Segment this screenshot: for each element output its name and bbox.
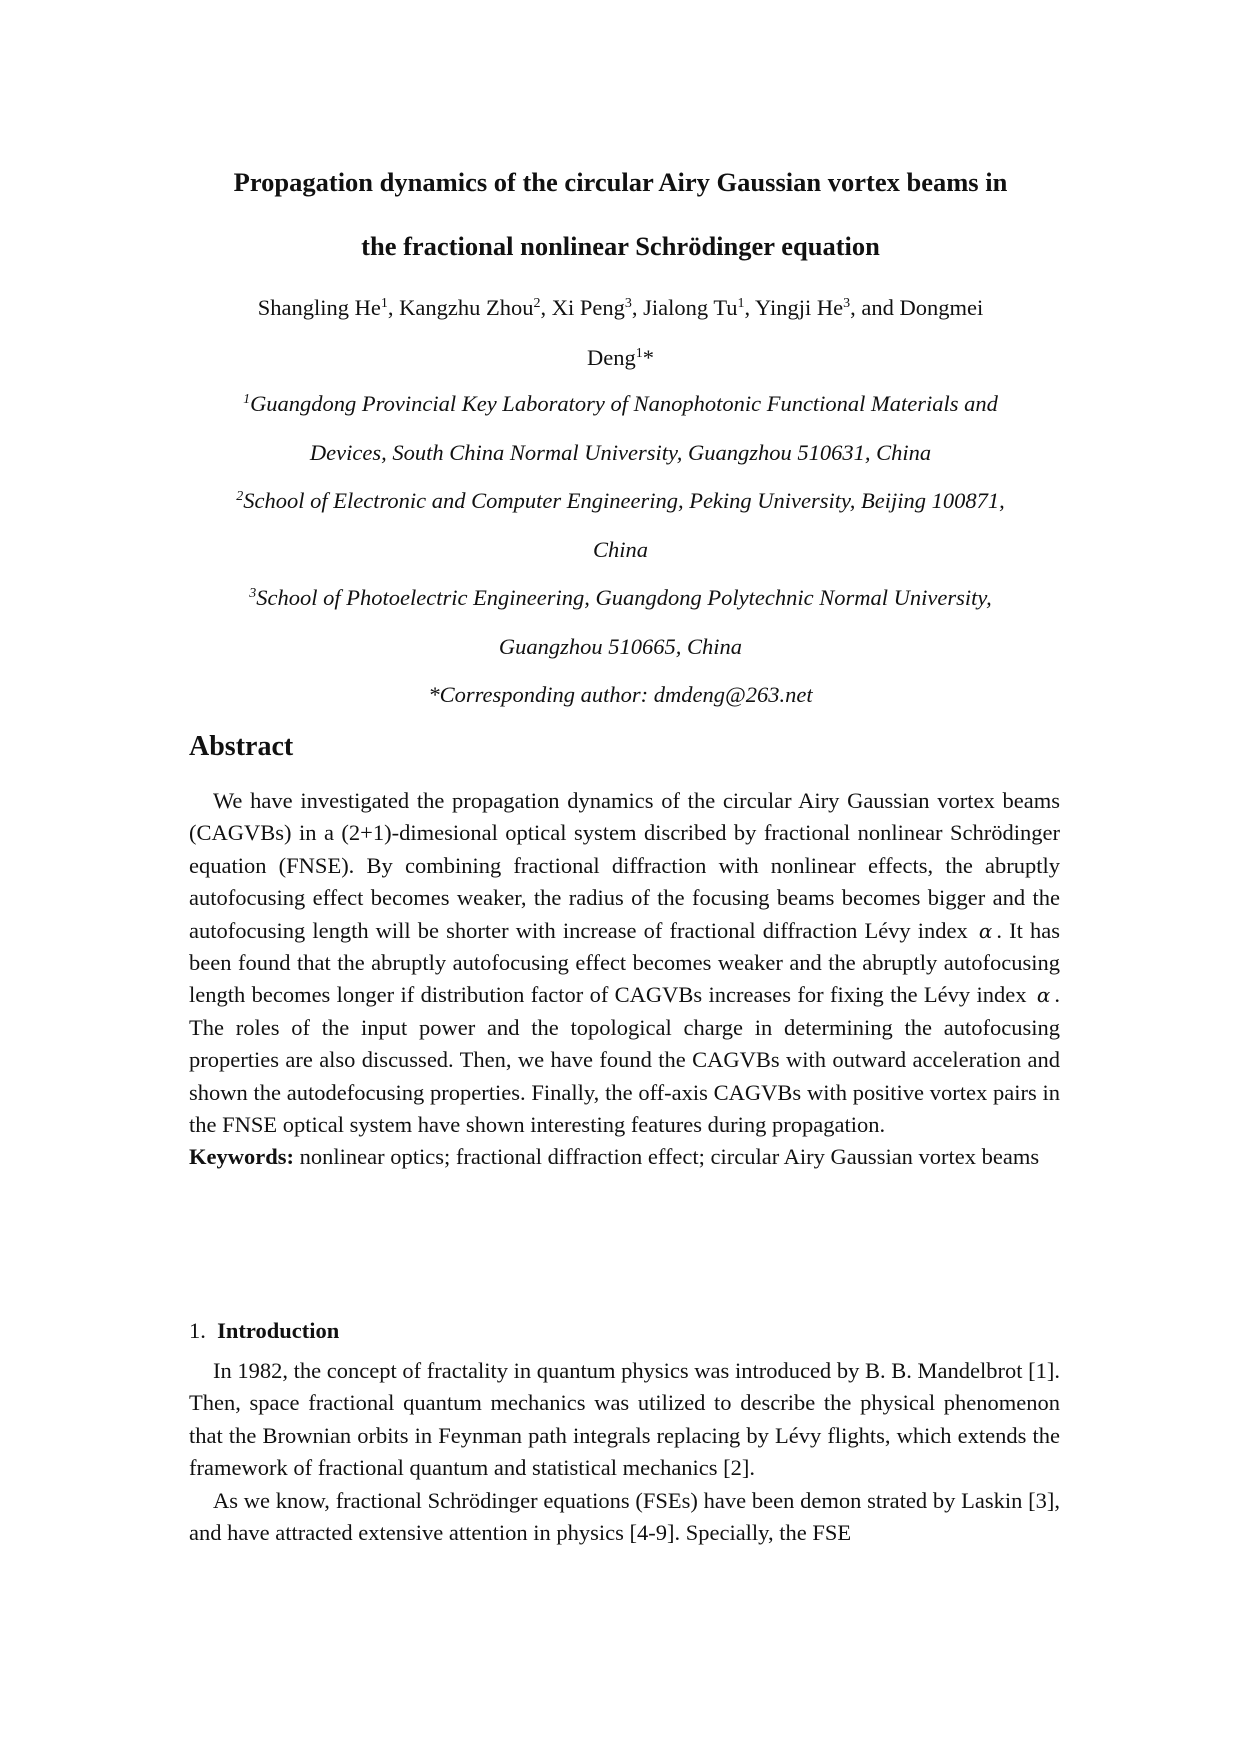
- corresponding-mark: *: [642, 345, 654, 370]
- abstract-text-2: . It has been found that the abruptly autofocusing effect becomes weaker and the abruptly autofocusing length becomes longer if distribution factor of CAGVBs increases for fixing the Lévy index: [189, 917, 1060, 1008]
- introduction-paragraph-1: In 1982, the concept of fractality in quantum physics was introduced by B. B. Mandelbrot [1]. Then, space fractional quantum mechanics was utilized to describe the physical phenomenon that the Brownian orbits in Feynman path integrals replacing by Lévy flights, which extends the framework of fractional quantum and statistical mechanics [2].: [189, 1358, 1060, 1481]
- author-name: Kangzhu Zhou: [399, 295, 534, 320]
- introduction-paragraph-2: As we know, fractional Schrödinger equations (FSEs) have been demon strated by Laskin [3], and have attracted extensive attention in physics [4-9]. Specially, the FSE: [189, 1487, 1060, 1546]
- affiliation-1-line-1: [120, 380, 1121, 429]
- affiliation-text: School of Photoelectric Engineering, Guangdong Polytechnic Normal University,: [256, 585, 992, 610]
- introduction-body: [189, 1355, 1060, 1549]
- affiliation-3-line-2: Guangzhou 510665, China: [498, 634, 743, 659]
- abstract-paragraph: [189, 785, 1060, 1141]
- abstract-text-1: We have investigated the propagation dynamics of the circular Airy Gaussian vortex beams (CAGVBs) in a (2+1)-dimesional optical system discribed by fractional nonlinear Schrödinger equation (FNSE). By combining fractional diffraction with nonlinear effects, the abruptly autofocusing effect becomes weaker, the radius of the focusing beams becomes bigger and the autofocusing length will be shorter with increase of fractional diffraction Lévy index: [189, 788, 1060, 943]
- author-name: Shangling He: [257, 295, 381, 320]
- affiliation-number: 3: [249, 586, 257, 601]
- section-title: Introduction: [217, 1318, 340, 1343]
- author-name: Deng: [587, 345, 636, 370]
- section-number: 1.: [189, 1318, 206, 1343]
- corresponding-author: *Corresponding author: dmdeng@263.net: [428, 682, 813, 707]
- affiliation-3-line-1: [120, 574, 1121, 623]
- keywords: [189, 1141, 1060, 1173]
- author-affiliation-mark: 3: [843, 296, 851, 311]
- affiliation-number: 2: [236, 489, 244, 504]
- levy-index-symbol: α: [1036, 983, 1051, 1008]
- affiliation-2-line-1: [120, 477, 1121, 526]
- paper-title-line-1: Propagation dynamics of the circular Airy Gaussian vortex beams in: [233, 167, 1008, 197]
- author-affiliation-mark: 2: [533, 296, 541, 311]
- affiliation-2-line-2: China: [592, 537, 648, 562]
- affiliation-text: School of Electronic and Computer Engineering, Peking University, Beijing 100871,: [243, 488, 1005, 513]
- author-affiliation-mark: 3: [624, 296, 632, 311]
- author-separator: ,: [631, 295, 644, 320]
- abstract-text-3: . The roles of the input power and the topological charge in determining the autofocusing properties are also discussed. Then, we have found the CAGVBs with outward acceleration and shown the autodefocusing properties. Finally, the off-axis CAGVBs with positive vortex pairs in the FNSE optical system have shown interesting features during propagation.: [189, 982, 1061, 1138]
- levy-index-symbol: α: [978, 918, 993, 943]
- author-affiliation-mark: 1: [635, 346, 643, 361]
- abstract-heading: Abstract: [189, 731, 294, 762]
- keywords-label: Keywords:: [189, 1144, 294, 1170]
- author-name: Jialong Tu: [643, 295, 738, 320]
- author-separator: , and Dongmei: [850, 295, 984, 320]
- affiliation-number: 1: [243, 392, 251, 407]
- author-list: [140, 283, 1101, 333]
- keywords-text: nonlinear optics; fractional diffraction effect; circular Airy Gaussian vortex beams: [294, 1144, 1040, 1170]
- author-name: Xi Peng: [551, 295, 625, 320]
- abstract-body: [189, 785, 1060, 1174]
- affiliation-text: Guangdong Provincial Key Laboratory of Nanophotonic Functional Materials and: [250, 391, 998, 416]
- paper-title-line-2: the fractional nonlinear Schrödinger equation: [361, 231, 880, 261]
- section-heading-introduction: [189, 1318, 1060, 1344]
- author-affiliation-mark: 1: [737, 296, 745, 311]
- author-separator: ,: [540, 295, 552, 320]
- author-list-continued: [140, 333, 1101, 383]
- author-separator: ,: [744, 295, 755, 320]
- author-affiliation-mark: 1: [380, 296, 388, 311]
- author-separator: ,: [387, 295, 400, 320]
- affiliation-1-line-2: Devices, South China Normal University, Guangzhou 510631, China: [309, 440, 932, 465]
- author-name: Yingji He: [754, 295, 844, 320]
